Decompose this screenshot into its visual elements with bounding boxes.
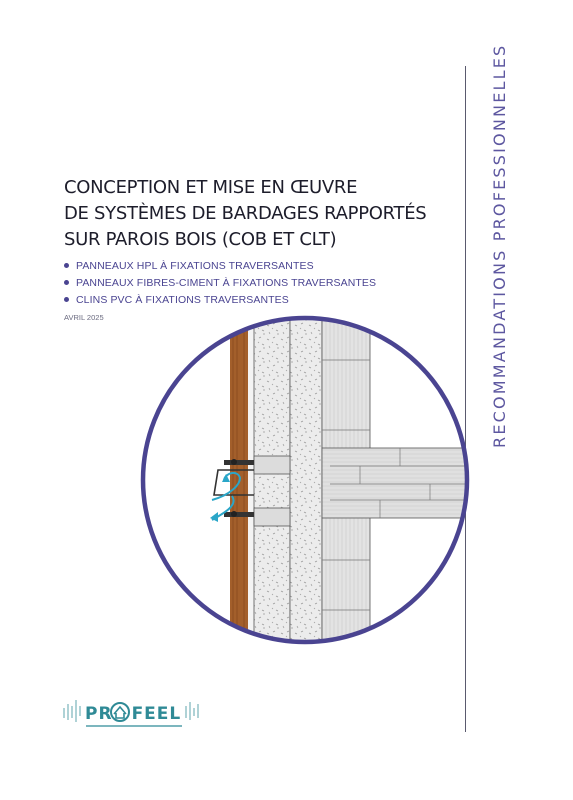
floor-slab — [322, 448, 472, 518]
logo-text-end: FEEL — [131, 704, 182, 724]
title-line-3: SUR PAROIS BOIS (COB ET CLT) — [64, 229, 337, 250]
bullet-text: PANNEAUX HPL À FIXATIONS TRAVERSANTES — [76, 260, 314, 272]
logo-wordmark — [85, 704, 181, 724]
bullet-text: PANNEAUX FIBRES-CIMENT À FIXATIONS TRAVERSANTES — [76, 277, 377, 289]
title-line-1: CONCEPTION ET MISE EN ŒUVRE — [64, 177, 358, 198]
bullet-text: CLINS PVC À FIXATIONS TRAVERSANTES — [76, 294, 289, 306]
title-line-2: DE SYSTÈMES DE BARDAGES RAPPORTÉS — [64, 203, 427, 224]
insulation-layer — [254, 318, 290, 648]
insulation-layer — [290, 318, 322, 648]
publication-date: AVRIL 2025 — [64, 313, 104, 322]
logo-text-start: PR — [85, 704, 113, 724]
side-title: RECOMMANDATIONS PROFESSIONNELLES — [490, 43, 509, 448]
